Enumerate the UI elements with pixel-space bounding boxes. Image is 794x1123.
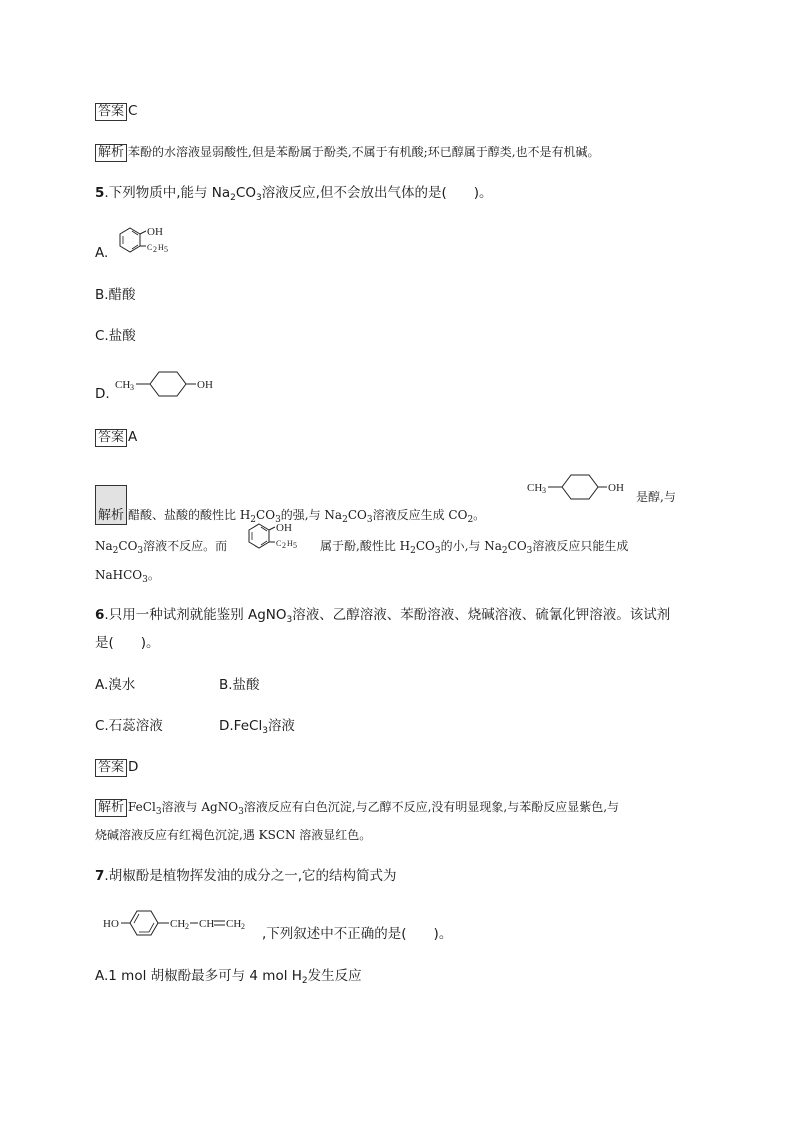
q7-stem-line1 — [95, 867, 397, 885]
analysis-text: 的小,与 Na — [440, 539, 502, 553]
question-number: 7 — [95, 868, 105, 884]
q5-text: 溶液反应,但不会放出气体的是( )。 — [261, 185, 493, 201]
q6-option-d — [219, 717, 295, 735]
option-label: 溶液 — [267, 718, 295, 734]
methylcyclohexanol-structure — [525, 471, 637, 505]
analysis-text: CO — [347, 508, 367, 522]
q7-text: ,下列叙述中不正确的是( )。 — [262, 926, 453, 942]
analysis-text: 溶液反应有白色沉淀,与乙醇不反应,没有明显现象,与苯酚反应显紫色,与 — [243, 800, 620, 814]
ethyl-c: C — [147, 243, 153, 252]
subscript: 2 — [112, 546, 119, 556]
ethyl-c: C — [276, 539, 282, 548]
analysis-text: 苯酚的水溶液显弱酸性,但是苯酚属于酚类,不属于有机酸;环已醇属于醇类,也不是有机碱。 — [128, 145, 600, 159]
subscript: 2 — [342, 515, 348, 525]
answer-tag: 答案 — [95, 759, 127, 777]
q6-stem-line2 — [95, 634, 160, 652]
analysis-tag: 解析 — [95, 485, 127, 525]
option-label: B.醋酸 — [95, 287, 136, 303]
q6-analysis-line2 — [95, 826, 371, 844]
analysis-text: 是醇,与 — [636, 490, 676, 504]
q5-option-d — [95, 385, 110, 403]
q5-analysis-line1-tail — [636, 488, 676, 506]
q6-option-c — [95, 717, 163, 735]
subscript: 3 — [366, 515, 373, 525]
analysis-text: 溶液与 AgNO — [161, 800, 239, 814]
prev-answer-line — [95, 102, 137, 121]
analysis-text: 的强,与 Na — [280, 508, 343, 522]
subscript: 2 — [501, 546, 508, 556]
oh-label: OH — [276, 522, 292, 534]
ethyl-sub2: 2 — [282, 541, 286, 550]
analysis-text: CO — [507, 539, 527, 553]
analysis-text: NaHCO — [95, 568, 143, 582]
subscript: 2 — [467, 515, 474, 525]
q7-text: .胡椒酚是植物挥发油的成分之一,它的结构简式为 — [104, 868, 397, 884]
q5-analysis-line2-tail — [320, 537, 628, 555]
methylcyclohexanol-structure — [115, 368, 225, 402]
q7-stem-line2 — [262, 925, 452, 943]
oh-label: OH — [147, 226, 163, 238]
ethyl-sub5: 5 — [164, 245, 168, 254]
chavicol-structure — [100, 906, 270, 940]
question-number: 6 — [95, 607, 105, 623]
analysis-text: 。 — [147, 568, 160, 582]
option-label: 发生反应 — [307, 968, 362, 984]
oh-label: OH — [608, 482, 624, 494]
q5-text: .下列物质中,能与 Na — [104, 185, 231, 201]
subscript: 3 — [434, 546, 441, 556]
analysis-tag: 解析 — [95, 144, 127, 162]
option-label: D. — [95, 386, 110, 402]
ch3-sub: 3 — [130, 383, 134, 392]
analysis-text: FeCl — [128, 800, 156, 814]
subscript: 3 — [262, 726, 268, 736]
q5-option-a — [95, 244, 108, 262]
subscript: 2 — [230, 193, 236, 203]
option-label: D.FeCl — [219, 718, 263, 734]
analysis-text: 溶液反应只能生成 — [532, 539, 629, 553]
answer-tag: 答案 — [95, 103, 127, 121]
q5-answer-line — [95, 428, 137, 447]
analysis-text: 属于酚,酸性比 H — [320, 539, 411, 553]
analysis-tag: 解析 — [95, 799, 127, 817]
q6-option-b — [219, 676, 260, 694]
q6-text: .只用一种试剂就能鉴别 AgNO — [104, 607, 287, 623]
option-label: C.盐酸 — [95, 328, 136, 344]
ethyl-sub5: 5 — [293, 541, 297, 550]
q5-analysis-line1 — [95, 485, 485, 525]
o-ethylphenol-structure — [112, 224, 192, 260]
q6-analysis-line1 — [95, 798, 619, 817]
answer-value: A — [128, 429, 138, 445]
q5-option-b — [95, 286, 136, 304]
option-label: A.溴水 — [95, 677, 136, 693]
q6-text: 是( )。 — [95, 635, 160, 651]
subscript: 2 — [410, 546, 416, 556]
q5-stem — [95, 184, 493, 202]
option-label: A.1 mol 胡椒酚最多可与 4 mol H — [95, 968, 302, 984]
ch3-sub: 3 — [542, 486, 546, 495]
subscript: 3 — [142, 575, 148, 585]
analysis-text: CO — [415, 539, 435, 553]
q5-option-c — [95, 327, 136, 345]
q5-analysis-line2 — [95, 537, 227, 555]
option-label: C.石蕊溶液 — [95, 718, 163, 734]
option-label: A. — [95, 245, 109, 261]
allyl-ch: CH — [199, 918, 215, 930]
allyl-sub-terminal: 2 — [241, 922, 245, 931]
answer-value: C — [128, 103, 138, 119]
analysis-text: 。 — [473, 508, 486, 522]
subscript: 3 — [255, 193, 262, 203]
q6-text: 溶液、乙醇溶液、苯酚溶液、烧碱溶液、硫氰化钾溶液。该试剂 — [292, 607, 671, 623]
option-label: B.盐酸 — [219, 677, 260, 693]
o-ethylphenol-structure — [243, 520, 323, 556]
answer-value: D — [128, 759, 139, 775]
q5-text: CO — [235, 185, 256, 201]
q6-stem-line1 — [95, 606, 670, 624]
oh-label: OH — [197, 379, 213, 391]
subscript: 2 — [250, 515, 257, 525]
q6-option-a — [95, 676, 135, 694]
allyl-ch2-terminal: CH — [226, 918, 242, 930]
allyl-sub: 2 — [185, 922, 189, 931]
subscript: 3 — [286, 615, 293, 625]
analysis-text: Na — [95, 539, 113, 553]
subscript: 3 — [137, 546, 144, 556]
analysis-text: 烧碱溶液反应有红褐色沉淀,遇 KSCN 溶液显红色。 — [95, 828, 372, 842]
ch3-label: CH — [527, 482, 543, 494]
q7-option-a — [95, 967, 362, 985]
analysis-text: CO — [256, 508, 276, 522]
analysis-text: 溶液反应生成 CO — [372, 508, 468, 522]
answer-tag: 答案 — [95, 429, 127, 447]
prev-analysis-line — [95, 143, 600, 162]
ethyl-h: H — [158, 243, 164, 252]
ethyl-h: H — [287, 539, 293, 548]
analysis-text: CO — [118, 539, 138, 553]
subscript: 3 — [275, 515, 281, 525]
analysis-text: 溶液不反应。而 — [143, 539, 228, 553]
ethyl-sub2: 2 — [153, 245, 157, 254]
subscript: 3 — [526, 546, 533, 556]
ho-label: HO — [103, 918, 119, 930]
q5-analysis-line3 — [95, 566, 160, 584]
subscript: 3 — [155, 807, 162, 817]
ch3-label: CH — [115, 379, 131, 391]
subscript: 2 — [301, 976, 308, 986]
allyl-ch2: CH — [170, 918, 186, 930]
q6-answer-line — [95, 758, 138, 777]
question-number: 5 — [95, 185, 105, 201]
analysis-text: 醋酸、盐酸的酸性比 H — [128, 508, 251, 522]
subscript: 3 — [238, 807, 244, 817]
